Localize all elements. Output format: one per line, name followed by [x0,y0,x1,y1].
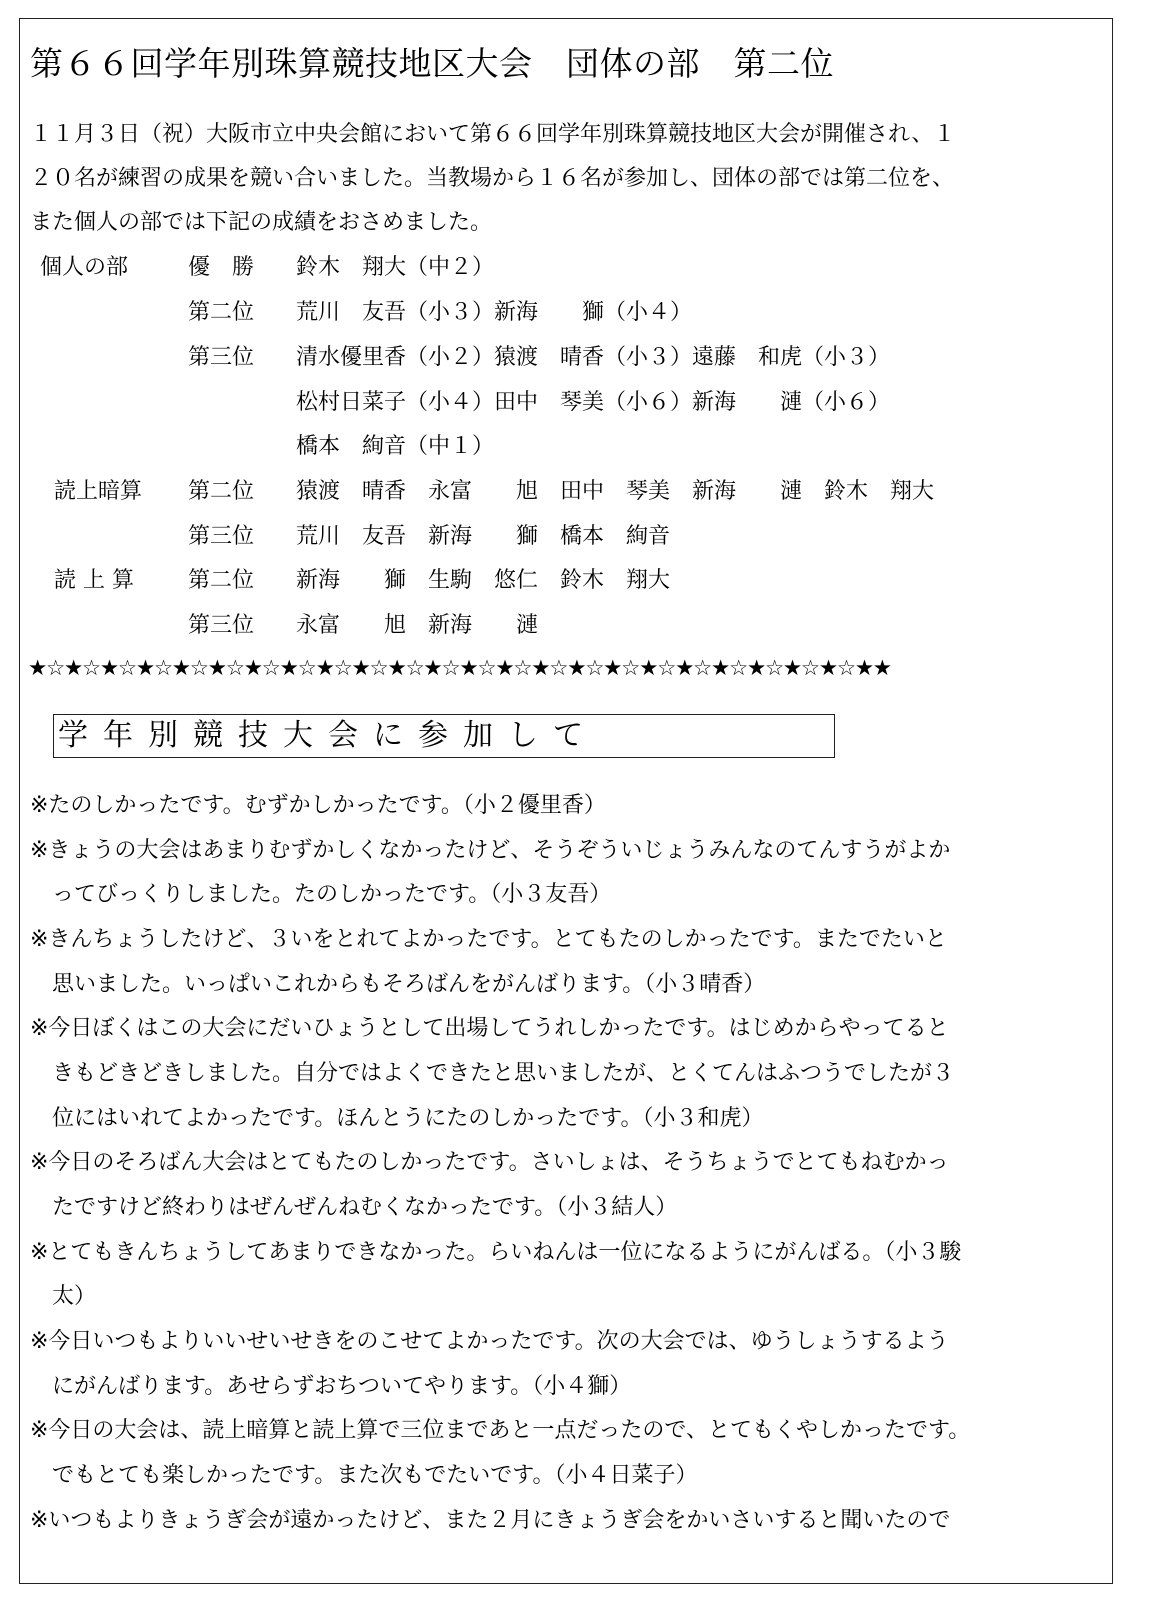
yz-dai3-label: 第三位 [188,613,255,638]
comment-line: きもどきどきしました。自分ではよくできたと思いましたが、とくてんはふつうでしたが３ [30,1061,955,1086]
star-divider: ★☆★☆★☆★☆★☆★☆★☆★☆★☆★☆★☆★☆★☆★☆★☆★☆★☆★☆★☆★☆★☆★☆★☆★★ [28,656,891,681]
comment-line: 位にはいれてよかったです。ほんとうにたのしかったです。（小３和虎） [30,1106,764,1131]
intro-line-1: １１月３日（祝）大阪市立中央会館において第６６回学年別珠算競技地区大会が開催され、１ [30,122,956,147]
comment-line: 太） [30,1284,97,1309]
document-frame [19,18,1113,1584]
comment-line: ※たのしかったです。むずかしかったです。（小２優里香） [30,793,606,818]
comment-line: ※とてもきんちょうしてあまりできなかった。らいねんは一位になるようにがんばる。（小３駿 [30,1240,962,1265]
dai2-label: 第二位 [188,300,255,325]
yz-dai3-names: 永富 旭 新海 漣 [296,613,539,638]
intro-line-3: また個人の部では下記の成績をおさめました。 [30,210,493,235]
intro-line-2: ２０名が練習の成果を競い合いました。当教場から１６名が参加し、団体の部では第二位を、 [30,166,955,191]
comment-line: ※きんちょうしたけど、３いをとれてよかったです。とてもたのしかったです。またでたいと [30,927,947,952]
yz-dai2-names: 新海 獅 生駒 悠仁 鈴木 翔大 [296,568,671,593]
comment-line: ってびっくりしました。たのしかったです。（小３友吾） [30,882,612,907]
yomiage-anzan-label: 読上暗算 [54,479,143,504]
ya-dai2-label: 第二位 [188,479,255,504]
ya-dai3-names: 荒川 友吾 新海 獅 橋本 絢音 [296,524,671,549]
dai3-names-1: 清水優里香（小２）猿渡 晴香（小３）遠藤 和虎（小３） [296,345,891,370]
yz-dai2-label: 第二位 [188,568,255,593]
ya-dai3-label: 第三位 [188,524,255,549]
comment-line: ※今日の大会は、読上暗算と読上算で三位まであと一点だったので、とてもくやしかったです。 [30,1418,971,1443]
dai2-names: 荒川 友吾（小３）新海 獅（小４） [296,300,693,325]
comment-line: ※今日のそろばん大会はとてもたのしかったです。さいしょは、そうちょうでとてもねむかっ [30,1150,949,1175]
comment-line: たですけど終わりはぜんぜんねむくなかったです。（小３結人） [30,1195,678,1220]
comment-line: にがんばります。あせらずおちついてやります。（小４獅） [30,1374,632,1399]
yusho-label: 優 勝 [188,255,255,280]
comment-line: ※いつもよりきょうぎ会が遠かったけど、また２月にきょうぎ会をかいさいすると聞いたので [30,1508,951,1533]
comment-line: 思いました。いっぱいこれからもそろばんをがんばります。（小３晴香） [30,972,766,997]
dai3-names-3: 橋本 絢音（中１） [296,434,495,459]
comment-line: でもとても楽しかったです。また次もでたいです。（小４日菜子） [30,1463,698,1488]
ya-dai2-names: 猿渡 晴香 永富 旭 田中 琴美 新海 漣 鈴木 翔大 [296,479,935,504]
kojin-label: 個人の部 [40,255,129,280]
page-title: 第６６回学年別珠算競技地区大会 団体の部 第二位 [30,44,834,83]
comment-line: ※きょうの大会はあまりむずかしくなかったけど、そうぞういじょうみんなのてんすうがよか [30,838,951,863]
yusho-names: 鈴木 翔大（中２） [296,255,495,280]
dai3-names-2: 松村日菜子（小４）田中 琴美（小６）新海 漣（小６） [296,390,891,415]
comment-line: ※今日ぼくはこの大会にだいひょうとして出場してうれしかったです。はじめからやってると [30,1016,949,1041]
subtitle: 学年別競技大会に参加して [58,718,598,753]
comment-line: ※今日いつもよりいいせいせきをのこせてよかったです。次の大会では、ゆうしょうするよう [30,1329,949,1354]
subtitle-box [53,714,835,758]
dai3-label: 第三位 [188,345,255,370]
yomiage-zan-label: 読 上 算 [54,568,134,593]
